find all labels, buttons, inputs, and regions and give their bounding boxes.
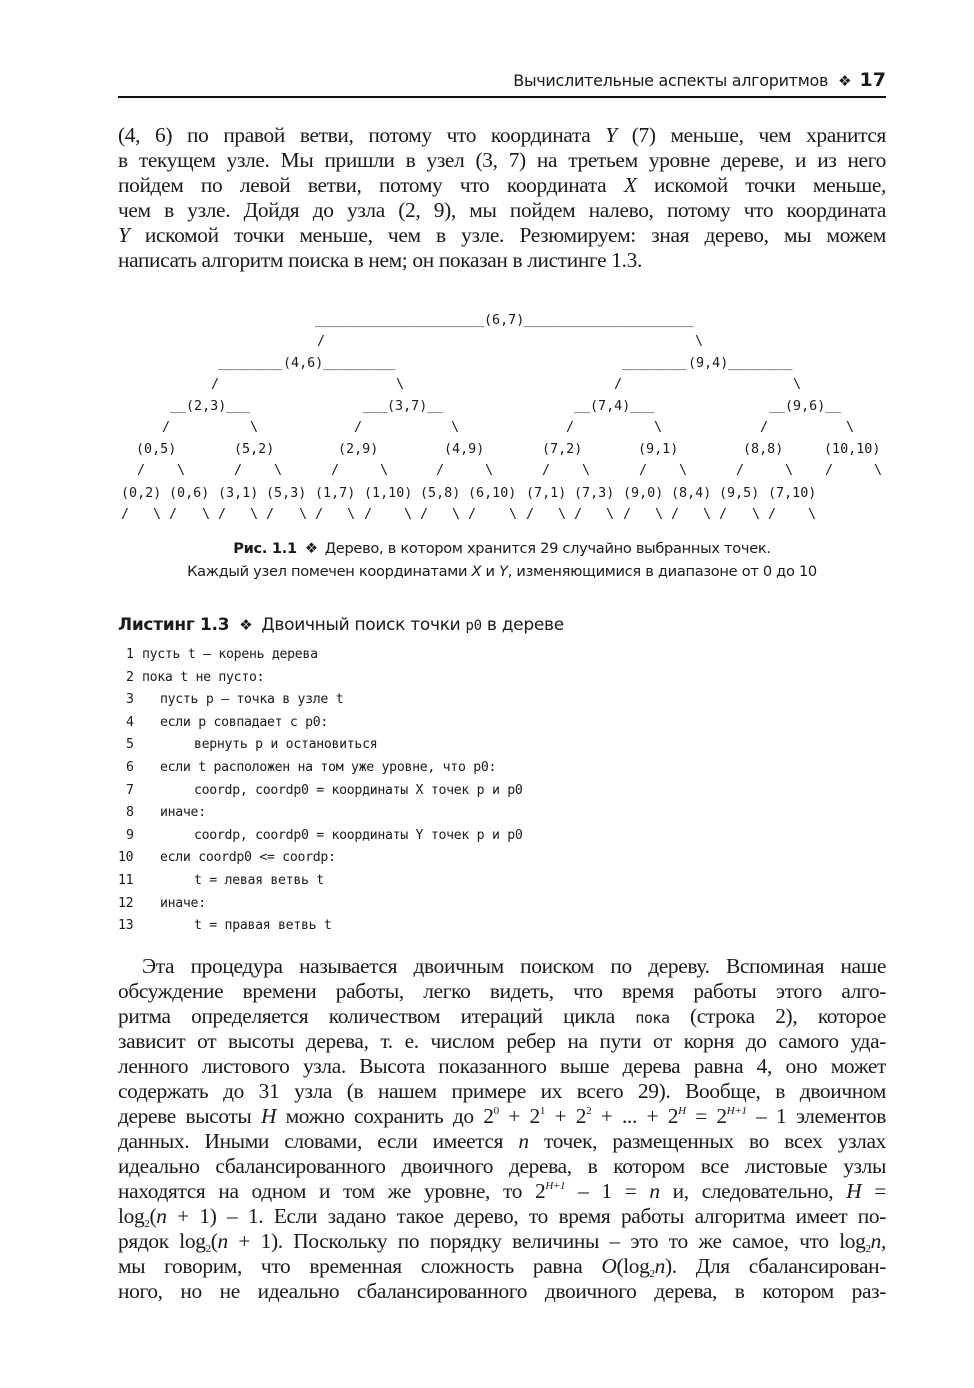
tree-branch-left: / <box>760 420 769 435</box>
listing-title-text: в дереве <box>481 615 564 635</box>
text-run: + 2 <box>498 1104 540 1128</box>
caption-text: и <box>481 563 500 580</box>
text-run: рядок log <box>118 1229 206 1253</box>
line-number: 12 <box>118 895 134 911</box>
code-text: t = левая ветвь t <box>194 872 324 888</box>
text-run: , <box>881 1229 887 1253</box>
paragraph-analysis <box>118 954 886 1304</box>
tree-branch-right: \ <box>347 507 356 522</box>
text-line <box>118 1229 886 1254</box>
tree-branch-left: / <box>526 507 535 522</box>
tree-branch-right: \ <box>380 463 389 478</box>
tree-node: (4,6) <box>283 356 324 371</box>
text-line: ного, но не идеально сбалансированного двоичного дерева, в котором раз- <box>118 1279 886 1303</box>
tree-branch-right: \ <box>250 420 259 435</box>
diamond-separator-icon: ❖ <box>838 72 852 90</box>
tree-node: (4,9) <box>444 442 485 457</box>
text-line: Эта процедура называется двоичным поиском по дереву. Вспоминая наше <box>142 954 886 978</box>
tree-branch-left: / <box>315 507 324 522</box>
math-sub: 2 <box>205 1243 211 1255</box>
tree-node: (7,4) <box>590 399 631 414</box>
math-var: n <box>649 1179 660 1203</box>
text-line <box>118 198 886 223</box>
text-run: ( <box>210 1229 218 1253</box>
tree-branch-right: \ <box>752 507 761 522</box>
text-run: можно сохранить до 2 <box>276 1104 494 1128</box>
tree-branch-underline: _____________________ <box>524 313 694 328</box>
tree-branch-right: \ <box>485 463 494 478</box>
text-run: ). Для сбалансирован- <box>665 1254 886 1278</box>
text-run: (7) меньше, чем хранится <box>616 123 887 147</box>
tree-node: (9,1) <box>638 442 679 457</box>
tree-branch-right: \ <box>274 463 283 478</box>
tree-node-leaf: (0,6) <box>169 486 210 501</box>
tree-node-leaf: (7,3) <box>574 486 615 501</box>
tree-branch-left: / <box>169 507 178 522</box>
caption-text: Каждый узел помечен координатами <box>187 563 472 580</box>
page-number: 17 <box>859 69 886 91</box>
line-number: 3 <box>126 692 134 708</box>
line-number: 4 <box>126 714 134 730</box>
text-line <box>118 1004 886 1029</box>
line-number: 13 <box>118 918 134 934</box>
tree-branch-right: \ <box>606 507 615 522</box>
listing-title-code: p0 <box>465 618 482 634</box>
math-var: Y <box>118 223 130 247</box>
code-text: пусть t – корень дерева <box>142 647 318 662</box>
text-run: (log <box>616 1254 650 1278</box>
math-sup: H+1 <box>545 1180 566 1192</box>
tree-branch-right: \ <box>793 377 802 392</box>
code-line <box>118 847 718 870</box>
text-run: + ... + 2 <box>591 1104 679 1128</box>
tree-branch-underline: _________ <box>323 356 396 371</box>
math-var: n <box>654 1254 666 1278</box>
math-sub: 2 <box>865 1243 871 1255</box>
line-number: 8 <box>126 805 134 821</box>
math-var: n <box>217 1229 228 1253</box>
tree-branch-left: / <box>614 377 623 392</box>
text-run: дереве высоты <box>118 1104 261 1128</box>
caption-var-x: X <box>471 563 482 580</box>
code-text: если coordp0 <= coordp: <box>160 850 336 866</box>
code-text: если t расположен на том уже уровне, что p0: <box>160 759 497 775</box>
code-text: если p совпадает с p0: <box>160 714 329 730</box>
code-line <box>118 712 718 735</box>
line-number: 5 <box>126 737 134 753</box>
text-run: ( <box>149 1204 157 1228</box>
tree-branch-left: / <box>825 463 834 478</box>
tree-node-leaf: (7,1) <box>526 486 567 501</box>
text-run: точек, размещенных во всех узлах <box>528 1129 887 1153</box>
text-run: данных. Иными словами, если имеется <box>118 1129 519 1153</box>
math-var: H <box>846 1179 862 1203</box>
text-run: – 1 = <box>565 1179 650 1203</box>
text-line: зависит от высоты дерева, т. е. числом ребер на пути от корня до самого уда- <box>118 1029 886 1053</box>
header-rule <box>118 96 886 98</box>
tree-branch-left: / <box>736 463 745 478</box>
text-run: ритма определяется количеством итераций цикла <box>118 1004 636 1028</box>
tree-node-leaf: (8,4) <box>671 486 712 501</box>
text-run: искомой точки меньше, чем в узле. Резюмируем: зная дерево, мы можем <box>129 223 886 247</box>
code-line <box>118 780 718 803</box>
math-var: X <box>623 173 637 197</box>
line-number: 7 <box>126 782 134 798</box>
text-run: – 1 элементов <box>746 1104 886 1128</box>
tree-branch-right: \ <box>655 507 664 522</box>
math-sub: 2 <box>144 1218 150 1230</box>
tree-branch-left: / <box>768 507 777 522</box>
code-line <box>118 825 718 848</box>
diamond-separator-icon: ❖ <box>304 540 318 557</box>
running-header <box>118 66 886 94</box>
tree-branch-right: \ <box>299 507 308 522</box>
code-line <box>118 870 718 893</box>
text-line <box>118 1254 886 1279</box>
tree-branch-left: / <box>234 463 243 478</box>
text-line: обсуждение времени работы, легко видеть, что время работы этого алго- <box>118 979 886 1003</box>
figure-caption <box>118 537 886 583</box>
line-number: 10 <box>118 850 134 866</box>
math-sub: 2 <box>649 1268 655 1280</box>
code-line <box>118 644 718 667</box>
text-run: log <box>118 1204 145 1228</box>
caption-text: Дерево, в котором хранится 29 случайно выбранных точек. <box>324 540 771 557</box>
text-run: (строка 2), которое <box>669 1004 886 1028</box>
tree-branch-right: \ <box>202 507 211 522</box>
text-line: ленного листового узла. Высота показанного выше дерева равна 4, оно может <box>118 1054 886 1078</box>
tree-branch-left: / <box>137 463 146 478</box>
listing-title-text: Двоичный поиск точки <box>261 615 466 635</box>
tree-branch-right: \ <box>153 507 162 522</box>
tree-node-leaf: (1,10) <box>364 486 413 501</box>
tree-branch-left: / <box>317 334 326 349</box>
tree-node: (5,2) <box>234 442 275 457</box>
tree-branch-left: / <box>266 507 275 522</box>
tree-node: (10,10) <box>824 442 881 457</box>
math-var: H <box>260 1104 277 1128</box>
tree-branch-left: / <box>623 507 632 522</box>
listing-title <box>118 613 564 638</box>
code-line <box>118 757 718 780</box>
text-run: в текущем узле. Мы пришли в узел (3, 7) на третьем уровне дереве, и из него <box>118 148 886 172</box>
tree-branch-left: / <box>719 507 728 522</box>
tree-branch-right: \ <box>404 507 413 522</box>
line-number: 11 <box>118 872 134 888</box>
tree-branch-right: \ <box>808 507 817 522</box>
math-var: n <box>518 1129 529 1153</box>
figure-label: Рис. 1.1 <box>233 540 297 557</box>
text-run: и, следовательно, <box>659 1179 847 1203</box>
tree-branch-right: \ <box>582 463 591 478</box>
tree-node-leaf: (5,8) <box>420 486 461 501</box>
tree-branch-right: \ <box>509 507 518 522</box>
tree-node-leaf: (7,10) <box>768 486 817 501</box>
tree-branch-right: \ <box>846 420 855 435</box>
code-line <box>118 667 718 690</box>
tree-branch-right: \ <box>703 507 712 522</box>
text-line <box>118 248 886 273</box>
text-run: мы говорим, что временная сложность равна <box>118 1254 602 1278</box>
chapter-title: Вычислительные аспекты алгоритмов <box>513 71 829 90</box>
code-text: t = правая ветвь t <box>194 918 332 934</box>
code-line <box>118 802 718 825</box>
line-number: 2 <box>126 669 134 685</box>
math-var: O <box>601 1254 617 1278</box>
code-line <box>118 893 718 916</box>
text-line <box>118 1104 886 1129</box>
code-line <box>118 734 718 757</box>
tree-branch-right: \ <box>396 377 405 392</box>
tree-branch-left: / <box>211 377 220 392</box>
tree-branch-underline: __ <box>825 399 842 414</box>
tree-node: (7,2) <box>542 442 583 457</box>
text-line <box>118 123 886 148</box>
text-run: пойдем по левой ветви, потому что координата <box>118 173 624 197</box>
tree-branch-left: / <box>364 507 373 522</box>
tree-branch-right: \ <box>452 507 461 522</box>
text-line <box>118 1129 886 1154</box>
tree-node-leaf: (5,3) <box>266 486 307 501</box>
tree-branch-left: / <box>671 507 680 522</box>
tree-branch-underline: __ <box>427 399 444 414</box>
math-sup: H <box>678 1105 686 1117</box>
text-run: + 2 <box>545 1104 587 1128</box>
tree-branch-left: / <box>436 463 445 478</box>
tree-branch-left: / <box>331 463 340 478</box>
text-run: искомой точки меньше, <box>636 173 886 197</box>
tree-branch-left: / <box>468 507 477 522</box>
caption-line-2 <box>118 560 886 583</box>
tree-node-leaf: (9,5) <box>719 486 760 501</box>
tree-node: (8,8) <box>743 442 784 457</box>
text-line: содержать до 31 узла (в нашем примере их всего 29). Вообще, в двоичном <box>118 1079 886 1103</box>
inline-code: пока <box>635 1009 670 1027</box>
code-text: иначе: <box>160 805 206 821</box>
tree-branch-underline: ___ <box>226 399 251 414</box>
code-text: coordp, coordp0 = координаты Y точек p и p0 <box>194 827 523 843</box>
tree-node-root: (6,7) <box>484 313 525 328</box>
text-line: идеально сбалансированного двоичного дерева, в котором все листовые узлы <box>118 1154 886 1178</box>
code-text: пока t не пусто: <box>142 669 265 685</box>
tree-branch-right: \ <box>785 463 794 478</box>
tree-branch-underline: __ <box>574 399 591 414</box>
code-line <box>118 915 718 938</box>
listing-label: Листинг 1.3 <box>118 615 230 635</box>
code-text: иначе: <box>160 895 206 911</box>
text-line <box>118 173 886 198</box>
tree-branch-underline: ___ <box>630 399 655 414</box>
tree-branch-left: / <box>121 507 130 522</box>
text-line <box>118 148 886 173</box>
caption-line-1 <box>118 537 886 560</box>
text-line <box>118 1204 886 1229</box>
math-var: n <box>156 1204 167 1228</box>
text-run: = 2 <box>685 1104 727 1128</box>
tree-branch-underline: ________ <box>622 356 687 371</box>
tree-node: (2,3) <box>186 399 227 414</box>
line-number: 1 <box>126 647 134 662</box>
math-var: n <box>870 1229 882 1253</box>
tree-branch-underline: ________ <box>728 356 793 371</box>
text-run: + 1). Поскольку по порядку величины – это то же самое, что log <box>227 1229 866 1253</box>
text-run: + 1) – 1. Если задано такое дерево, то время работы алгоритма имеет по- <box>166 1204 886 1228</box>
code-text: вернуть p и остановиться <box>194 737 378 753</box>
text-line <box>118 223 886 248</box>
tree-branch-underline: __ <box>170 399 187 414</box>
tree-node: (3,7) <box>387 399 428 414</box>
text-run: написать алгоритм поиска в нем; он показан в листинге 1.3. <box>118 248 642 272</box>
tree-branch-underline: ________ <box>218 356 283 371</box>
tree-branch-left: / <box>218 507 227 522</box>
tree-branch-right: \ <box>679 463 688 478</box>
code-text: coordp, coordp0 = координаты X точек p и p0 <box>194 782 523 798</box>
math-var: Y <box>605 123 617 147</box>
tree-node-leaf: (1,7) <box>315 486 356 501</box>
line-number: 6 <box>126 759 134 775</box>
tree-node-leaf: (3,1) <box>218 486 259 501</box>
caption-var-y: Y <box>499 563 508 580</box>
tree-branch-right: \ <box>874 463 883 478</box>
text-run: = <box>861 1179 886 1203</box>
math-sup: H+1 <box>726 1105 747 1117</box>
tree-branch-right: \ <box>558 507 567 522</box>
text-run: находятся на одном и том же уровне, то 2 <box>118 1179 546 1203</box>
tree-branch-right: \ <box>177 463 186 478</box>
math-sup: 2 <box>586 1105 592 1117</box>
tree-node: (0,5) <box>136 442 177 457</box>
tree-node-leaf: (9,0) <box>623 486 664 501</box>
paragraph-intro <box>118 123 886 273</box>
tree-branch-left: / <box>542 463 551 478</box>
diamond-separator-icon: ❖ <box>239 616 253 634</box>
text-run: (4, 6) по правой ветви, потому что координата <box>118 123 606 147</box>
line-number: 9 <box>126 827 134 843</box>
tree-node: (2,9) <box>338 442 379 457</box>
caption-text: , изменяющимися в диапазоне от 0 до 10 <box>507 563 817 580</box>
tree-branch-left: / <box>639 463 648 478</box>
tree-branch-right: \ <box>695 334 704 349</box>
math-sup: 0 <box>493 1105 499 1117</box>
tree-branch-underline: ___ <box>363 399 388 414</box>
tree-node: (9,4) <box>688 356 729 371</box>
tree-node-leaf: (6,10) <box>468 486 517 501</box>
tree-branch-underline: __ <box>769 399 786 414</box>
code-text: пусть p – точка в узле t <box>160 692 344 708</box>
tree-branch-left: / <box>574 507 583 522</box>
tree-branch-left: / <box>162 420 171 435</box>
text-line <box>118 1179 886 1204</box>
tree-node-leaf: (0,2) <box>121 486 162 501</box>
code-listing <box>118 644 718 938</box>
tree-branch-left: / <box>354 420 363 435</box>
tree-branch-right: \ <box>250 507 259 522</box>
tree-branch-right: \ <box>654 420 663 435</box>
math-sup: 1 <box>539 1105 546 1117</box>
tree-branch-left: / <box>566 420 575 435</box>
text-run: чем в узле. Дойдя до узла (2, 9), мы пойдем налево, потому что координата <box>118 198 886 222</box>
code-line <box>118 689 718 712</box>
tree-node: (9,6) <box>785 399 826 414</box>
tree-branch-left: / <box>420 507 429 522</box>
tree-branch-right: \ <box>451 420 460 435</box>
tree-branch-underline: _____________________ <box>315 313 485 328</box>
